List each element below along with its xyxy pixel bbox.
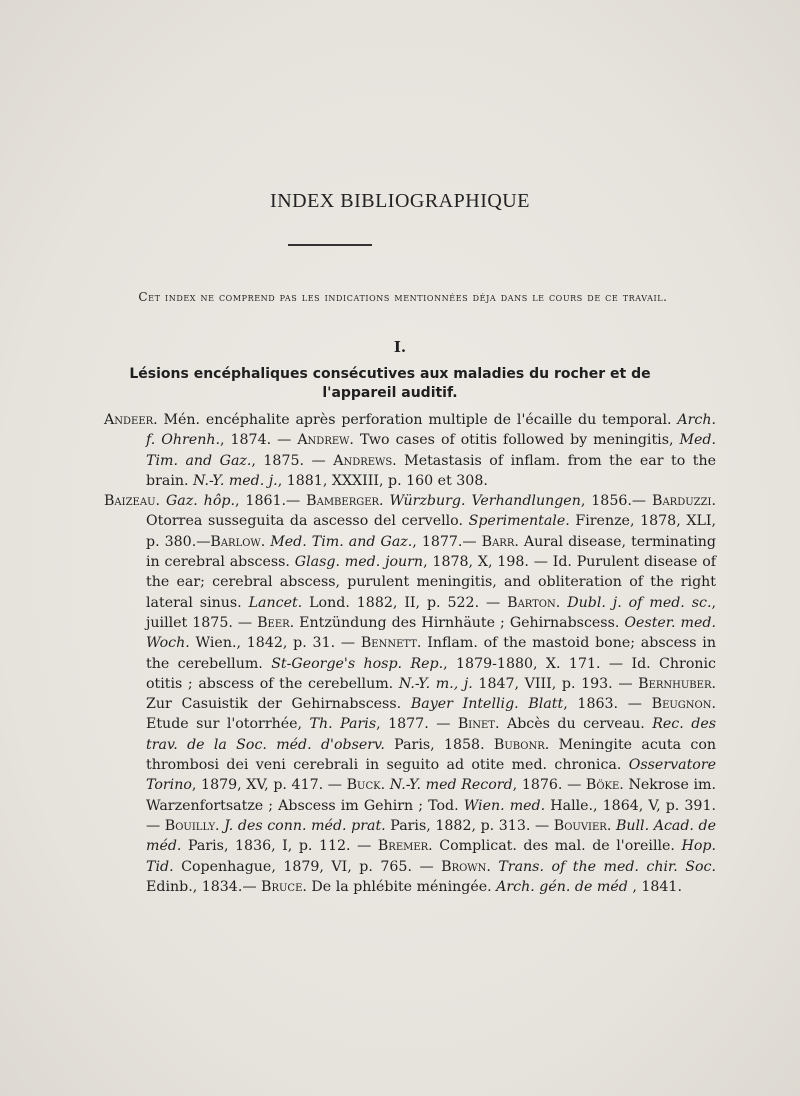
journal-title: Bayer Intellig. Blatt [410, 696, 564, 713]
citation-text: , 1876. — [512, 777, 586, 794]
author-name: Beer. [257, 614, 295, 631]
journal-title: Bull. Acad. de méd. [146, 817, 717, 855]
journal-title: N.-Y. med. j. [193, 472, 278, 489]
journal-title: Oester. med. Woch. [146, 614, 716, 652]
citation-text: , 1875. — [251, 452, 334, 469]
page-title: INDEX BIBLIOGRAPHIQUE [270, 190, 530, 212]
author-name: Bouilly. [164, 817, 220, 834]
citation-text: Inflam. of the mastoid bone; abscess in the cerebellum. [146, 635, 716, 672]
section-number: I. [393, 338, 407, 356]
citation-text: Metastasis of inflam. from the ear to the brain. [146, 452, 716, 489]
citation-text: Paris, 1882, p. 313. — [385, 817, 554, 834]
citation-text: , 1879-1880, X. 171. — Id. Chronic otitis ; abscess of the cerebellum. [146, 655, 716, 692]
journal-title: Gaz. hôp. [165, 493, 235, 510]
journal-title: Med. Tim. and Gaz. [146, 432, 716, 469]
author-name: Bouvier. [553, 817, 612, 834]
author-name: Bernhuber. [638, 675, 716, 692]
author-name: Barton. [507, 594, 561, 611]
citation-text: Firenze, 1878, XLI, p. 380.— [146, 513, 717, 550]
citation-text: , juillet 1875. — [146, 594, 716, 631]
citation-text: Meningite acuta con thrombosi dei veni cerebrali in seguito ad otite med. chronica. [146, 736, 717, 774]
journal-title: Th. Paris [309, 716, 377, 733]
journal-title: Glasg. med. journ [294, 554, 424, 571]
citation-text: Paris, 1836, I, p. 112. — [181, 838, 378, 855]
citation-text: , 1879, XV, p. 417. — [191, 777, 347, 794]
author-name: Bubonr. [493, 736, 550, 753]
journal-title: Arch. f. Ohrenh. [146, 412, 716, 449]
author-name: Barduzzi. [652, 493, 717, 510]
bibliography-list [104, 410, 716, 897]
author-name: Andrew. [297, 432, 354, 449]
citation-text: Aural disease, terminating in cerebral abscess. [146, 533, 716, 571]
author-name: Andrews. [333, 452, 397, 469]
citation-text: , 1874. — [220, 432, 298, 449]
journal-title: N.-Y. m., j. [398, 675, 473, 692]
intro-note: Cet index ne comprend pas les indications mentionnées déja dans le cours de ce travail. [138, 290, 668, 304]
citation-text: Halle., 1864, V, p. 391. — [146, 797, 716, 834]
citation-text: Mén. encéphalite après perforation multiple de l'écaille du temporal. [157, 412, 678, 428]
author-name: Andeer. [104, 412, 158, 428]
journal-title: Med. Tim. and Gaz. [270, 533, 413, 550]
title-rule [288, 244, 372, 246]
journal-title: Sperimentale. [468, 513, 570, 530]
journal-title: Rec. des trav. de la Soc. méd. d'observ. [146, 716, 716, 753]
citation-text: Wien., 1842, p. 31. — [189, 635, 361, 652]
citation-text: , 1877. — [376, 716, 458, 733]
author-name: Bennett. [360, 635, 422, 652]
citation-text: Complicat. des mal. de l'oreille. [432, 838, 682, 855]
author-name: Baizeau. [104, 493, 161, 510]
citation-text: Zur Casuistik der Gehirnabscess. [146, 696, 411, 713]
journal-title: Hop. Tid. [146, 838, 716, 875]
journal-title: Osservatore Torino [146, 757, 716, 794]
author-name: Barlow. [210, 533, 266, 550]
section-title: Lésions encéphaliques consécutives aux maladies du rocher et de l'appareil auditif. [129, 366, 651, 401]
bibliography-entry [104, 410, 716, 491]
citation-text: , 1856.— [580, 493, 653, 510]
author-name: Beugnon. [651, 696, 717, 713]
journal-title: Lancet. [248, 594, 303, 611]
journal-title: J. des conn. méd. prat. [224, 817, 386, 834]
author-name: Barr. [481, 533, 519, 550]
bibliography-entry [104, 491, 716, 897]
author-name: Bruce. [261, 878, 307, 895]
citation-text: De la phlébite méningée. [306, 878, 497, 895]
citation-text: , 1878, X, 198. — Id. Purulent disease of the ear; cerebral abscess, purulent meningitis, and obliteration of the right lateral sinus. [146, 554, 716, 611]
author-name: Bremer. [377, 838, 433, 855]
citation-text: 1847, VIII, p. 193. — [472, 675, 639, 692]
journal-title: Arch. gén. de méd [496, 878, 628, 895]
author-name: Binet. [457, 716, 500, 733]
citation-text: Copenhague, 1879, VI, p. 765. — [173, 858, 442, 875]
journal-title: Wien. med. [463, 797, 546, 814]
author-name: Böke. [585, 777, 624, 794]
author-name: Bamberger. [306, 493, 384, 510]
citation-text: Abcès du cerveau. [499, 716, 653, 733]
journal-title: Würzburg. Verhandlungen [389, 493, 581, 510]
citation-text: , 1863. — [563, 696, 652, 713]
citation-text: Lond. 1882, II, p. 522. — [302, 594, 508, 611]
author-name: Buck. [346, 777, 386, 794]
citation-text: , 1881, XXXIII, p. 160 et 308. [277, 472, 488, 489]
citation-text: Entzündung des Hirnhäute ; Gehirnabscess. [294, 614, 625, 631]
citation-text: Two cases of otitis followed by meningitis, [353, 432, 680, 449]
journal-title: N.-Y. med Record [389, 777, 513, 794]
citation-text: Etude sur l'otorrhée, [146, 716, 310, 733]
citation-text: Nekrose im. Warzenfortsatze ; Abscess im Gehirn ; Tod. [146, 777, 716, 814]
journal-title: Dubl. j. of med. sc. [567, 594, 712, 611]
citation-text: , 1877.— [412, 533, 482, 550]
citation-text: Paris, 1858. [384, 736, 494, 753]
citation-text: Otorrea susseguita da ascesso del cervello. [146, 513, 469, 530]
journal-title: St-George's hosp. Rep. [271, 655, 444, 672]
citation-text: Edinb., 1834.— [146, 878, 262, 895]
citation-text: , 1841. [627, 878, 682, 895]
author-name: Brown. [441, 858, 491, 875]
citation-text: , 1861.— [234, 493, 307, 510]
journal-title: Trans. of the med. chir. Soc. [498, 858, 716, 875]
